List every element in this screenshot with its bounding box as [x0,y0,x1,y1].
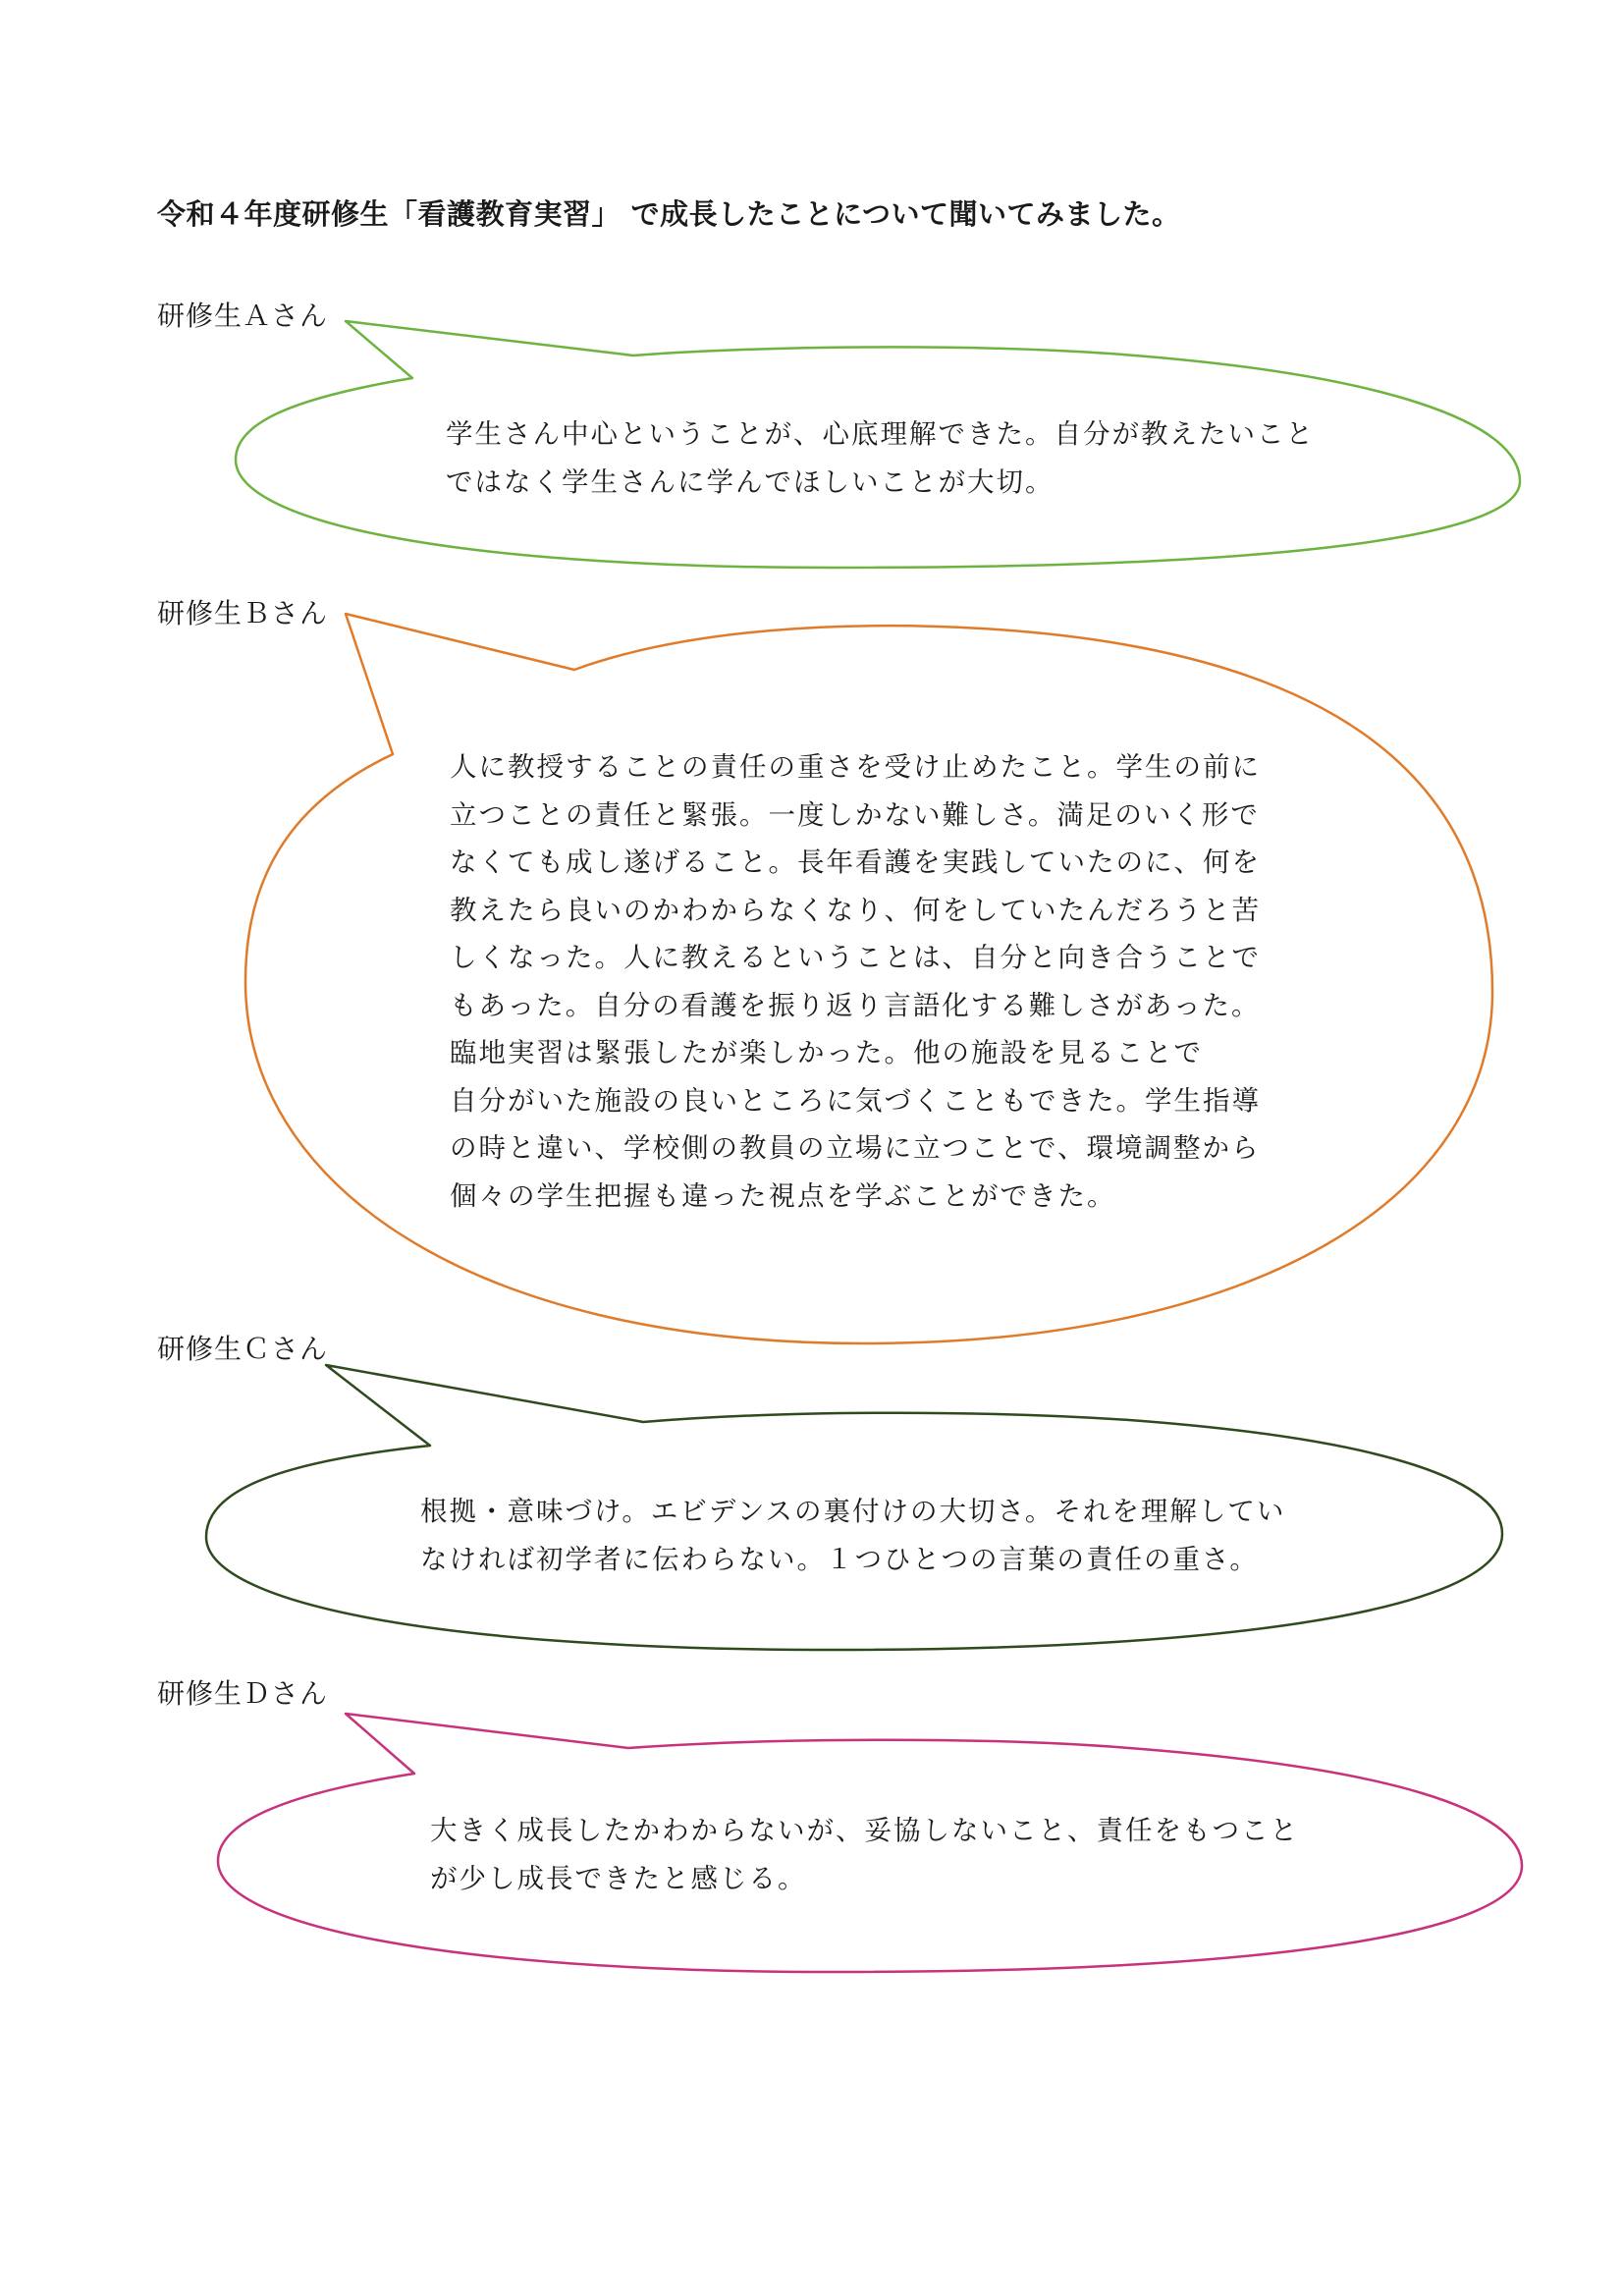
speaker-label-b: 研修生Ｂさん [157,597,329,629]
quote-line: 個々の学生把握も違った視点を学ぶことができた。 [450,1179,1116,1212]
quote-line: 人に教授することの責任の重さを受け止めたこと。学生の前に [450,751,1261,783]
quote-line: 教えたら良いのかわからなくなり、何をしていたんだろうと苦 [450,894,1261,926]
quote-line: 根拠・意味づけ。エビデンスの裏付けの大切さ。それを理解してい [420,1496,1286,1527]
quote-line: しくなった。人に教えるということは、自分と向き合うことで [450,942,1261,973]
page-title: 令和４年度研修生「看護教育実習」 で成長したことについて聞いてみました。 [157,197,1181,231]
quote-line: ではなく学生さんに学んでほしいことが大切。 [446,465,1055,498]
quote-text-a [446,410,1315,506]
speaker-label-a: 研修生Ａさん [157,300,329,332]
quote-text-c [420,1488,1285,1583]
quote-text-d [430,1807,1299,1902]
quote-line: 立つことの責任と緊張。一度しかない難しさ。満足のいく形で [450,798,1260,831]
quote-line: もあった。自分の看護を振り返り言語化する難しさがあった。 [450,989,1261,1021]
quote-line: 大きく成長したかわからないが、妥協しないこと、責任をもつこと [430,1815,1299,1846]
speaker-label-d: 研修生Ｄさん [157,1677,329,1710]
quote-line: 学生さん中心ということが、心底理解できた。自分が教えたいこと [446,418,1315,450]
quote-line: なければ初学者に伝わらない。１つひとつの言葉の責任の重さ。 [420,1543,1259,1575]
quote-text-b [450,743,1261,1220]
quote-line: の時と違い、学校側の教員の立場に立つことで、環境調整から [450,1132,1261,1164]
quote-line: 自分がいた施設の良いところに気づくこともできた。学生指導 [450,1084,1261,1117]
speaker-label-c: 研修生Ｃさん [157,1333,329,1365]
quote-line: が少し成長できたと感じる。 [430,1862,807,1894]
quote-line: なくても成し遂げること。長年看護を実践していたのに、何を [450,847,1261,878]
quote-line: 臨地実習は緊張したが楽しかった。他の施設を見ることで [450,1037,1203,1068]
